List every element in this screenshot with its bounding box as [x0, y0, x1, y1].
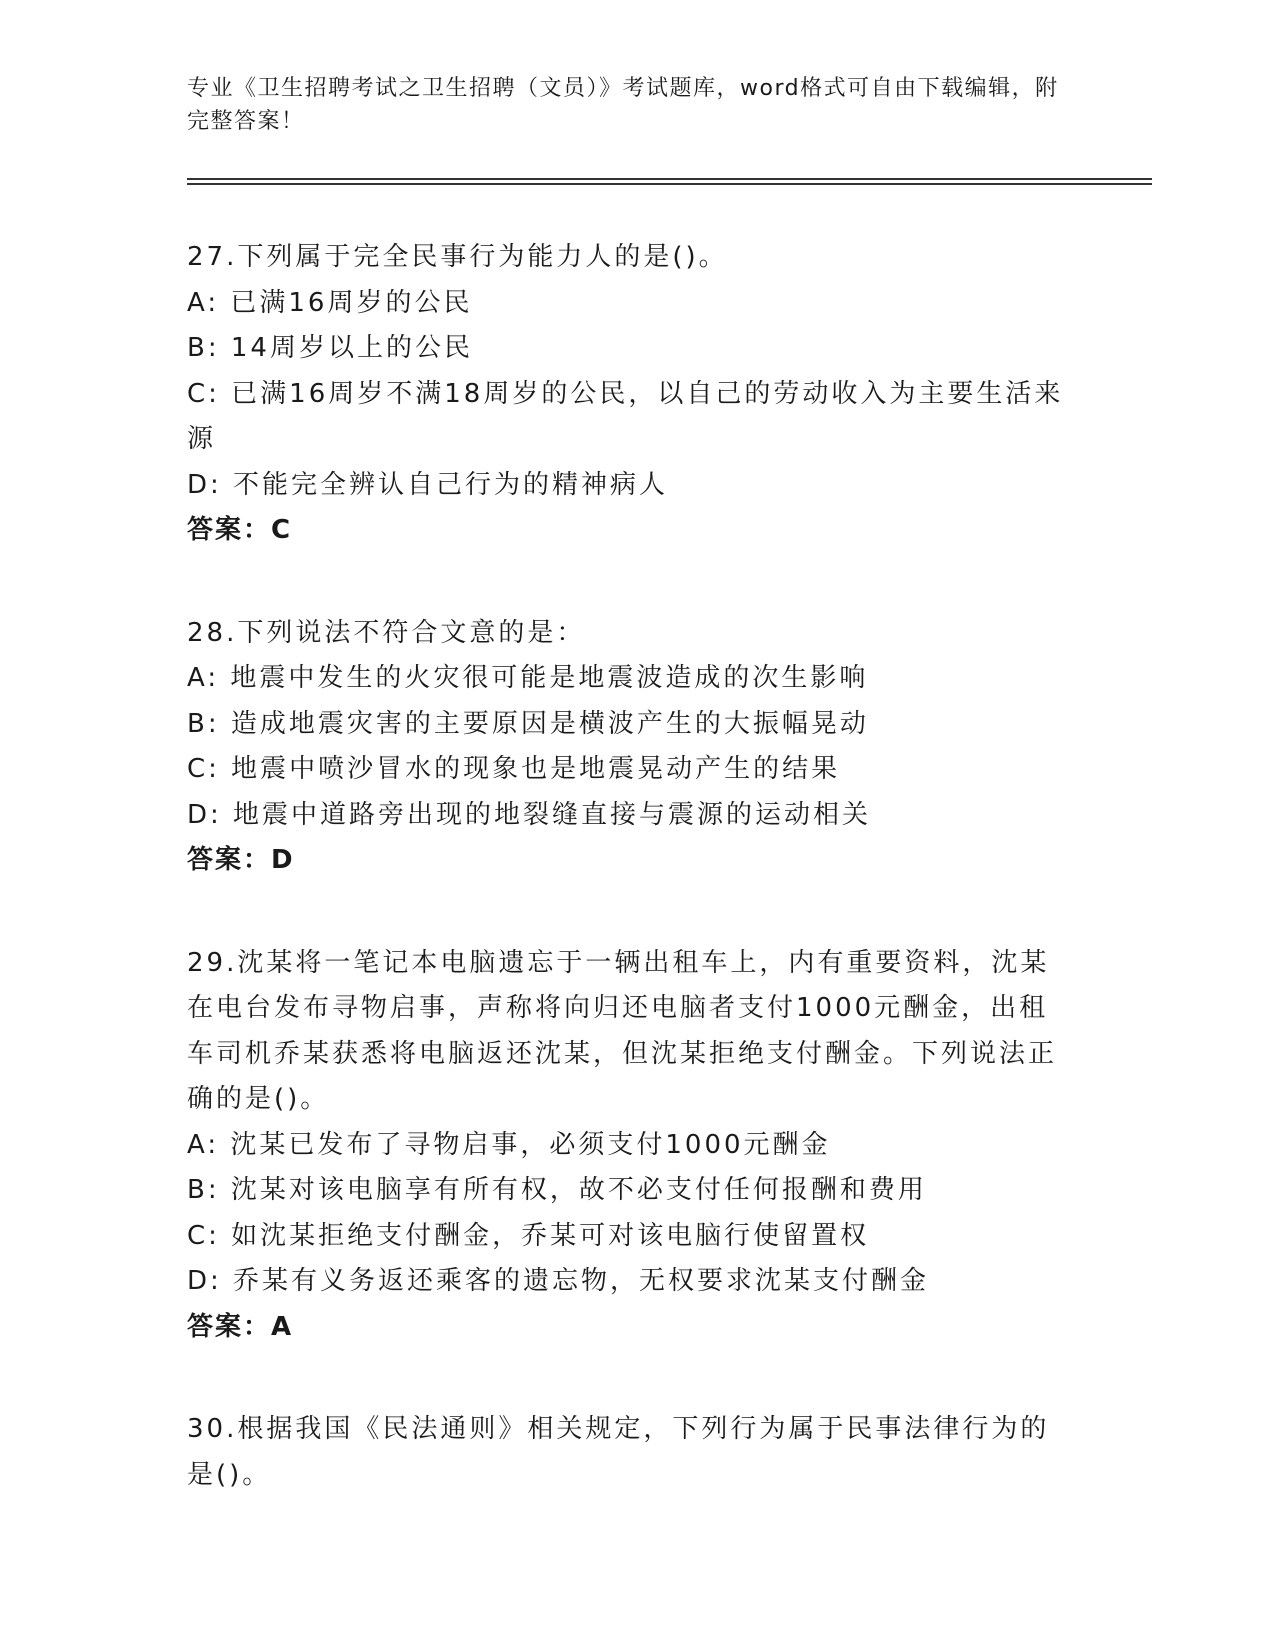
answer-line	[187, 508, 1077, 554]
answer-value: A	[271, 1311, 294, 1342]
option-d: D: 不能完全辨认自己行为的精神病人	[187, 469, 669, 500]
answer-line	[187, 838, 1077, 884]
option-a: A: 地震中发生的火灾很可能是地震波造成的次生影响	[187, 663, 869, 693]
question-30	[187, 1407, 1077, 1498]
answer-value: D	[271, 845, 295, 875]
answer-line	[187, 1305, 1077, 1351]
document-header	[187, 72, 1067, 138]
header-intro-text: 专业《卫生招聘考试之卫生招聘（文员）》考试题库，word格式可自由下载编辑，附完整答案！	[187, 76, 1059, 134]
option-c: C: 地震中喷沙冒水的现象也是地震晃动产生的结果	[187, 754, 841, 784]
header-divider-top	[187, 178, 1152, 180]
question-27	[187, 235, 1077, 554]
question-stem: 30.根据我国《民法通则》相关规定，下列行为属于民事法律行为的是()。	[187, 1414, 1050, 1490]
question-stem: 28.下列说法不符合文意的是：	[187, 617, 586, 648]
answer-value: C	[271, 515, 293, 545]
option-d: D: 乔某有义务返还乘客的遗忘物，无权要求沈某支付酬金	[187, 1266, 930, 1296]
answer-label: 答案：	[187, 1311, 272, 1342]
question-stem: 29.沈某将一笔记本电脑遗忘于一辆出租车上，内有重要资料，沈某在电台发布寻物启事，声称将向归还电脑者支付1000元酬金，出租车司机乔某获悉将电脑返还沈某，但沈某拒绝支付酬金。下列说法正确的是()。	[187, 947, 1058, 1114]
option-b: B: 14周岁以上的公民	[187, 333, 473, 363]
answer-label: 答案：	[187, 515, 272, 545]
question-29	[187, 941, 1077, 1351]
question-stem: 27.下列属于完全民事行为能力人的是()。	[187, 242, 728, 272]
option-c: C: 如沈某拒绝支付酬金，乔某可对该电脑行使留置权	[187, 1220, 870, 1251]
option-c: C: 已满16周岁不满18周岁的公民，以自己的劳动收入为主要生活来源	[187, 378, 1064, 454]
option-a: A: 已满16周岁的公民	[187, 287, 473, 318]
header-divider-bottom	[187, 183, 1152, 185]
option-b: B: 造成地震灾害的主要原因是横波产生的大振幅晃动	[187, 708, 869, 739]
answer-label: 答案：	[187, 845, 272, 875]
question-28	[187, 611, 1077, 884]
question-list	[187, 235, 1077, 1555]
option-a: A: 沈某已发布了寻物启事，必须支付1000元酬金	[187, 1129, 831, 1160]
option-b: B: 沈某对该电脑享有所有权，故不必支付任何报酬和费用	[187, 1175, 927, 1205]
option-d: D: 地震中道路旁出现的地裂缝直接与震源的运动相关	[187, 799, 872, 830]
